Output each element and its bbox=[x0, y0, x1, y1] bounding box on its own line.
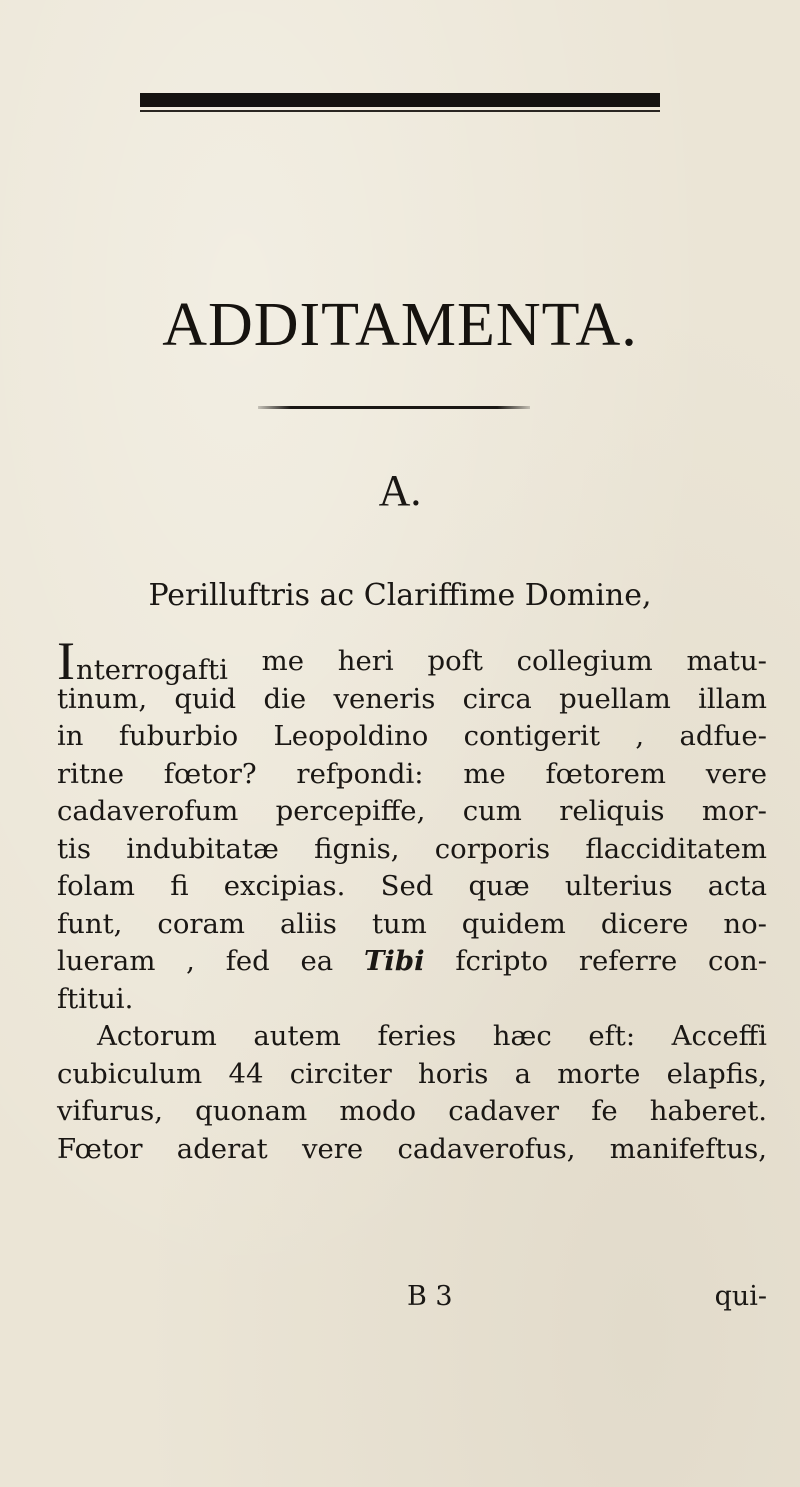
text-line bbox=[57, 1131, 767, 1169]
word: fed bbox=[225, 945, 270, 977]
word: in bbox=[57, 720, 84, 752]
word: illam bbox=[698, 682, 767, 715]
section-heading: A. bbox=[378, 466, 422, 515]
word: tis bbox=[57, 832, 91, 865]
word: dicere bbox=[600, 907, 689, 940]
word: fignis, bbox=[314, 832, 400, 865]
text-line bbox=[57, 981, 767, 1019]
word: horis bbox=[418, 1057, 489, 1090]
paragraph-1 bbox=[57, 631, 767, 1018]
word: matu- bbox=[686, 645, 767, 677]
letter-salutation: Perilluftris ac Clariffime Domine, bbox=[148, 578, 652, 613]
paragraph-2 bbox=[57, 1018, 767, 1168]
word: hæc bbox=[492, 1020, 552, 1052]
word: autem bbox=[253, 1020, 341, 1052]
drop-capital: I bbox=[57, 631, 75, 691]
word: adfue- bbox=[679, 720, 767, 752]
word: coram bbox=[157, 907, 245, 940]
word: quidem bbox=[461, 907, 566, 940]
word: modo bbox=[339, 1095, 417, 1127]
word: tinum, bbox=[57, 682, 148, 715]
letter-body bbox=[57, 631, 767, 1168]
word: refpondi: bbox=[296, 757, 424, 790]
word: die bbox=[263, 682, 307, 715]
word: referre bbox=[578, 945, 678, 977]
text-line bbox=[57, 631, 767, 691]
word: fœtor? bbox=[163, 757, 257, 790]
text-line bbox=[57, 793, 767, 831]
word: vere bbox=[301, 1132, 364, 1165]
word: fi bbox=[170, 870, 189, 902]
word: , bbox=[635, 720, 645, 752]
text-line bbox=[57, 1093, 767, 1131]
text-line bbox=[57, 681, 767, 719]
word: morte bbox=[557, 1057, 641, 1090]
word: Leopoldino bbox=[273, 720, 429, 752]
word: corporis bbox=[434, 832, 551, 865]
word: folam bbox=[57, 870, 136, 902]
text-line bbox=[57, 868, 767, 906]
word: cadaver bbox=[448, 1095, 560, 1127]
top-ornamental-rule bbox=[140, 93, 660, 107]
word: cadaverofus, bbox=[397, 1132, 576, 1165]
word: con- bbox=[708, 945, 767, 977]
word: Sed bbox=[380, 870, 434, 902]
word: me bbox=[261, 645, 305, 677]
word: tum bbox=[371, 907, 427, 940]
word: quid bbox=[174, 682, 237, 715]
word: ftitui. bbox=[57, 982, 134, 1015]
word: reliquis bbox=[559, 795, 665, 827]
word: heri bbox=[337, 645, 394, 677]
word: circiter bbox=[289, 1057, 392, 1090]
word: Fœtor bbox=[57, 1132, 143, 1165]
word: elapfis, bbox=[666, 1057, 767, 1090]
word: contigerit bbox=[463, 720, 601, 752]
word: Acceffi bbox=[671, 1020, 767, 1052]
word: fuburbio bbox=[118, 720, 239, 752]
word: cadaverofum bbox=[57, 795, 239, 827]
word: 44 bbox=[228, 1057, 264, 1090]
word: cum bbox=[462, 795, 522, 827]
word: ulterius bbox=[564, 870, 673, 902]
word: indubitatæ bbox=[126, 832, 279, 865]
word: vifurus, bbox=[57, 1095, 163, 1127]
word: feries bbox=[377, 1020, 457, 1052]
word-remainder: nterrogafti bbox=[75, 654, 228, 686]
word: haberet. bbox=[649, 1095, 767, 1127]
word: ritne bbox=[57, 757, 124, 790]
word: cubiculum bbox=[57, 1057, 203, 1090]
word: fcripto bbox=[455, 945, 549, 977]
signature-mark: B 3 bbox=[407, 1281, 453, 1312]
text-line bbox=[57, 756, 767, 794]
word: quonam bbox=[195, 1095, 308, 1127]
word: manifeftus, bbox=[609, 1132, 767, 1165]
word: vere bbox=[705, 757, 767, 790]
word: puellam bbox=[559, 682, 671, 715]
top-thin-rule bbox=[140, 110, 660, 112]
word: percepiffe, bbox=[275, 795, 426, 827]
word: fœtorem bbox=[545, 757, 666, 790]
word: funt, bbox=[57, 907, 123, 940]
word: , bbox=[186, 945, 195, 977]
word: lueram bbox=[57, 945, 156, 977]
text-line bbox=[57, 906, 767, 944]
word: me bbox=[463, 757, 506, 790]
text-line bbox=[57, 943, 767, 981]
text-line bbox=[57, 1018, 767, 1056]
word: excipias. bbox=[223, 870, 346, 902]
word: ea bbox=[300, 945, 334, 977]
word: collegium bbox=[516, 645, 653, 677]
text-line bbox=[57, 718, 767, 756]
text-line bbox=[57, 831, 767, 869]
word: mor- bbox=[701, 795, 767, 827]
word: Tibi bbox=[363, 945, 425, 977]
word: acta bbox=[707, 870, 767, 902]
word: flacciditatem bbox=[585, 832, 767, 865]
word: fe bbox=[591, 1095, 618, 1127]
word: poft bbox=[427, 645, 483, 677]
word: a bbox=[514, 1057, 532, 1090]
text-line bbox=[57, 1056, 767, 1094]
word: eft: bbox=[588, 1020, 636, 1052]
page-footer bbox=[57, 1277, 767, 1317]
word: no- bbox=[723, 907, 767, 940]
page-title: ADDITAMENTA. bbox=[162, 291, 638, 359]
word: circa bbox=[462, 682, 532, 715]
catchword: qui- bbox=[714, 1281, 767, 1312]
word bbox=[57, 631, 228, 691]
title-divider-rule bbox=[258, 406, 530, 409]
word: aliis bbox=[280, 907, 337, 940]
word: Actorum bbox=[97, 1020, 217, 1052]
word: quæ bbox=[468, 870, 530, 902]
word: aderat bbox=[176, 1132, 268, 1165]
word: veneris bbox=[333, 682, 436, 715]
